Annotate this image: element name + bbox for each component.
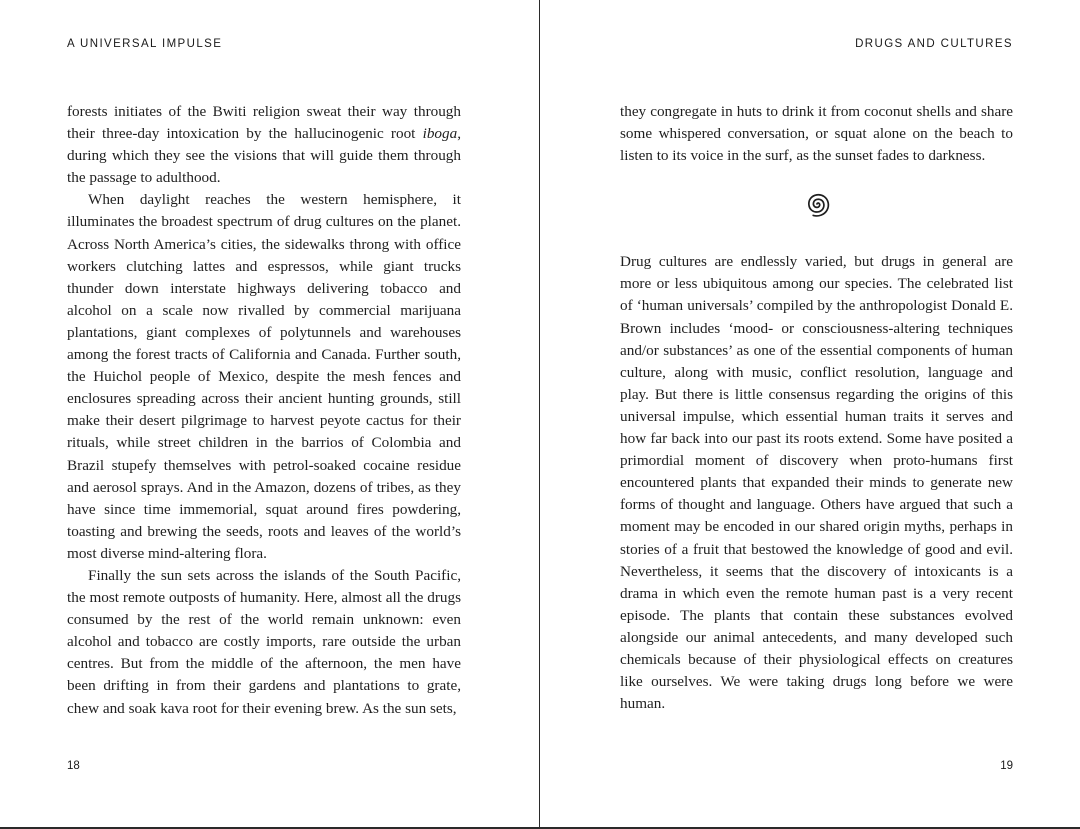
left-body-text xyxy=(67,101,461,720)
paragraph-text: , during which they see the visions that will guide them through the passage to adulthood. xyxy=(67,125,461,187)
italic-term: iboga xyxy=(422,125,458,143)
running-head-left: A UNIVERSAL IMPULSE xyxy=(67,38,223,50)
paragraph: Finally the sun sets across the islands of the South Pacific, the most remote outposts of humanity. Here, almost all the drugs consumed by the rest of the world remain unknown: even alcohol and tobacco are costly imports, rare outside the urban centres. But from the middle of the afternoon, the men have been drifting in from their gardens and plantations to grate, chew and soak kava root for their evening brew. As the sun sets, xyxy=(67,566,461,717)
paragraph-text: forests initiates of the Bwiti religion sweat their way through their three-day intoxication by the hallucinogenic root xyxy=(67,103,461,143)
paragraph xyxy=(67,101,461,189)
page-number-right: 19 xyxy=(1000,760,1013,772)
paragraph: they congregate in huts to drink it from coconut shells and share some whispered conversation, or squat alone on the beach to listen to its voice in the surf, as the sunset fades to darkness. xyxy=(620,103,1013,165)
paragraph: Drug cultures are endlessly varied, but drugs in general are more or less ubiquitous among our species. The celebrated list of ‘human universals’ compiled by the anthropologist Donald E. Brown includes ‘mood- or consciousness-altering techniques and/or substances’ as one of the essential components of human culture, along with music, conflict resolution, language and play. But there is little consensus regarding the origins of this universal impulse, which essential human traits it serves and how far back into our past its roots extend. Some have posited a primordial moment of discovery when proto-humans first encountered plants that expanded their minds to generate new forms of thought and language. Others have argued that such a moment may be encoded in our shared origin myths, perhaps in stories of a fruit that bestowed the knowledge of good and evil. Nevertheless, it seems that the discovery of intoxicants is a drama in which even the remote human past is a very recent episode. The plants that contain these substances evolved alongside our animal antecedents, and many developed such chemicals because of their physiological effects on creatures like ourselves. We were taking drugs long before we were human. xyxy=(620,253,1013,713)
paragraph: When daylight reaches the western hemisphere, it illuminates the broadest spectrum of drug cultures on the planet. Across North America’s cities, the sidewalks throng with office workers clutching lattes and espressos, while giant trucks thunder down interstate highways delivering tobacco and alcohol on a scale now rivalled by commercial marijuana plantations, giant complexes of polytunnels and warehouses among the forest tracts of California and Canada. Further south, the Huichol people of Mexico, despite the mesh fences and enclosures spreading across their ancient hunting grounds, still make their desert pilgrimage to harvest peyote cactus for their rituals, while street children in the barrios of Colombia and Brazil stupefy themselves with petrol-soaked cocaine residue and aerosol sprays. And in the Amazon, dozens of tribes, as they have since time immemorial, squat around fires powdering, toasting and brewing the seeds, roots and leaves of the world’s most diverse mind-altering flora. xyxy=(67,191,461,562)
running-head-right: DRUGS AND CULTURES xyxy=(855,38,1013,50)
right-page xyxy=(540,0,1080,829)
right-body-text xyxy=(620,101,1013,715)
page-number-left: 18 xyxy=(67,760,80,772)
spiral-ornament-icon xyxy=(797,184,837,224)
left-page xyxy=(0,0,539,829)
